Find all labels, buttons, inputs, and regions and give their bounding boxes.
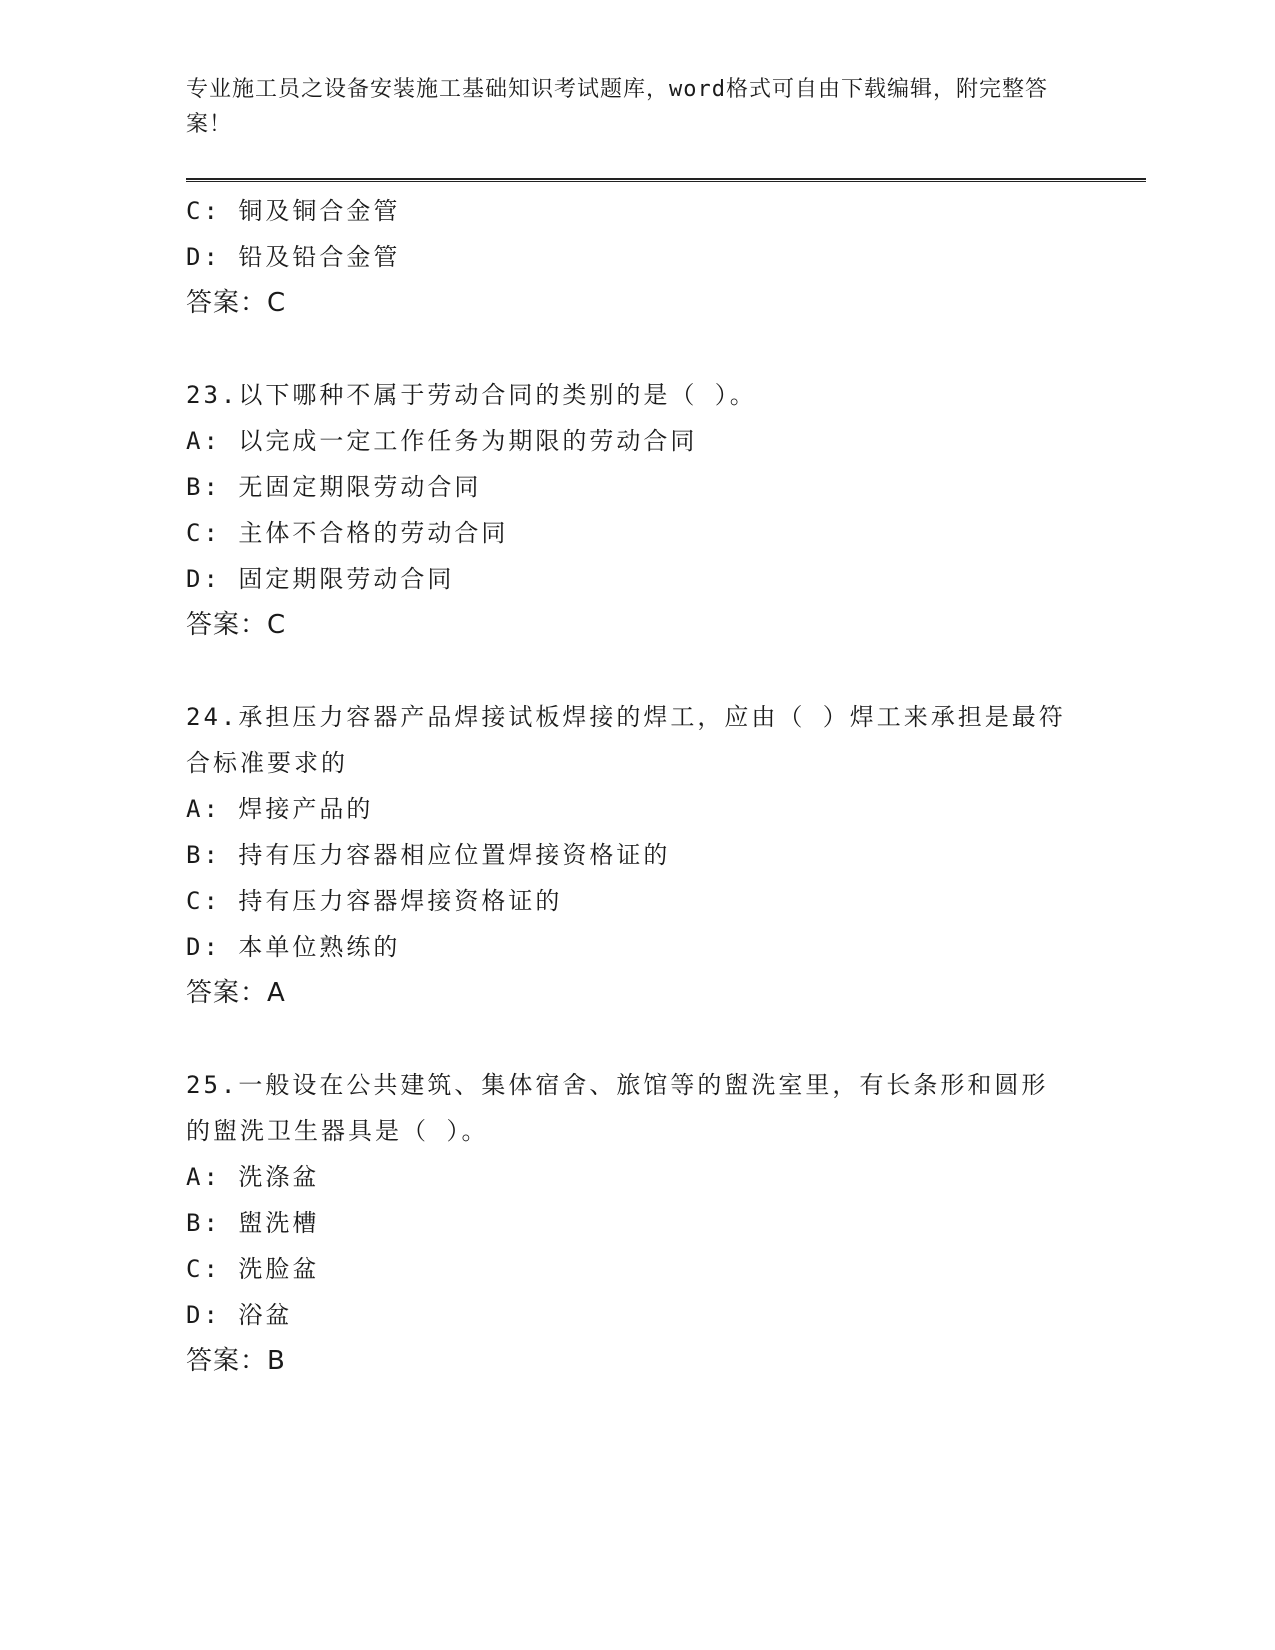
option-text: 持有压力容器相应位置焊接资格证的 [238,841,671,869]
option-a [186,786,1086,832]
option-text: 铜及铜合金管 [238,197,401,225]
option-c [186,510,1086,556]
option-a [186,1154,1086,1200]
option-text: 焊接产品的 [238,795,374,823]
option-label: D: [186,1301,239,1329]
spacer [186,648,1086,694]
option-b [186,464,1086,510]
answer-line: 答案：C [186,610,287,640]
option-label: A: [186,1163,239,1191]
option-text: 固定期限劳动合同 [238,565,455,593]
option-b [186,1200,1086,1246]
question-stem: 24.承担压力容器产品焊接试板焊接的焊工，应由（ ）焊工来承担是最符合标准要求的 [186,703,1066,777]
option-text: 持有压力容器焊接资格证的 [238,887,563,915]
option-label: D: [186,243,239,271]
option-label: B: [186,841,239,869]
spacer [186,1016,1086,1062]
option-c [186,1246,1086,1292]
option-text: 无固定期限劳动合同 [238,473,482,501]
option-text: 洗脸盆 [238,1255,320,1283]
option-d [186,556,1086,602]
option-text: 浴盆 [238,1301,293,1329]
option-text: 主体不合格的劳动合同 [238,519,509,547]
question-list [186,188,1086,1384]
option-text: 以完成一定工作任务为期限的劳动合同 [238,427,698,455]
option-d [186,1292,1086,1338]
spacer [186,326,1086,372]
option-label: C: [186,887,239,915]
answer-line: 答案：A [186,978,286,1008]
option-label: C: [186,1255,239,1283]
option-label: D: [186,565,239,593]
option-text: 铅及铅合金管 [238,243,401,271]
option-d [186,234,1086,280]
answer-line: 答案：C [186,288,287,318]
answer-line: 答案：B [186,1346,286,1376]
option-text: 盥洗槽 [238,1209,320,1237]
option-d [186,924,1086,970]
option-text: 洗涤盆 [238,1163,320,1191]
option-label: D: [186,933,239,961]
option-label: A: [186,795,239,823]
document-header: 专业施工员之设备安装施工基础知识考试题库，word格式可自由下载编辑，附完整答案！ [186,77,1048,137]
option-b [186,832,1086,878]
question-stem: 25.一般设在公共建筑、集体宿舍、旅馆等的盥洗室里，有长条形和圆形的盥洗卫生器具是（ ）。 [186,1071,1049,1145]
header-rule [186,178,1146,182]
option-text: 本单位熟练的 [238,933,401,961]
option-c [186,188,1086,234]
option-label: B: [186,473,239,501]
question-stem: 23.以下哪种不属于劳动合同的类别的是（ ）。 [186,381,757,409]
option-label: C: [186,197,239,225]
option-a [186,418,1086,464]
option-c [186,878,1086,924]
option-label: B: [186,1209,239,1237]
option-label: C: [186,519,239,547]
option-label: A: [186,427,239,455]
